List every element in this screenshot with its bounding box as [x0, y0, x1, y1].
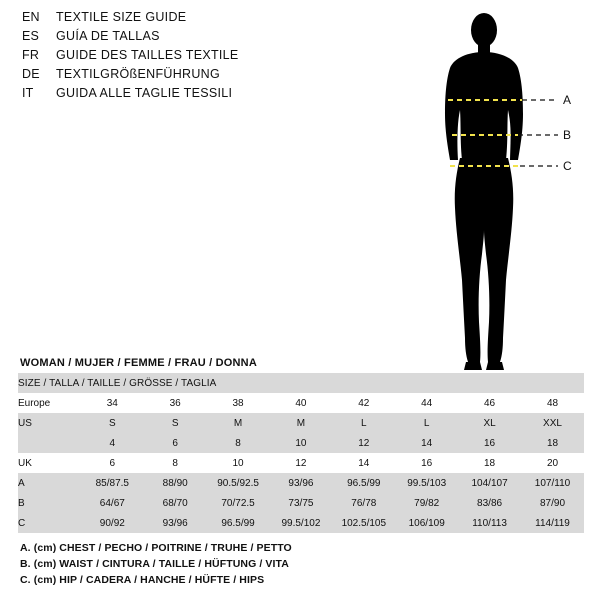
row-label: C	[18, 513, 81, 533]
size-table	[18, 373, 584, 533]
cell-value: 76/78	[332, 493, 395, 513]
cell-value: M	[207, 413, 270, 433]
table-row	[18, 493, 584, 513]
row-label: US	[18, 413, 81, 433]
title-text-es: GUÍA DE TALLAS	[56, 29, 160, 43]
table-row	[18, 513, 584, 533]
cell-value: 96.5/99	[207, 513, 270, 533]
title-row-fr	[22, 48, 322, 67]
title-row-de	[22, 67, 322, 86]
row-label: B	[18, 493, 81, 513]
cell-value: 8	[144, 453, 207, 473]
cell-value: 104/107	[458, 473, 521, 493]
cell-value: 12	[332, 433, 395, 453]
table-row	[18, 473, 584, 493]
cell-value: 10	[270, 433, 333, 453]
cell-value: 18	[521, 433, 584, 453]
cell-value: 90/92	[81, 513, 144, 533]
row-label: UK	[18, 453, 81, 473]
cell-value: 70/72.5	[207, 493, 270, 513]
row-label: A	[18, 473, 81, 493]
cell-value: 34	[81, 393, 144, 413]
guide-label-b: B	[563, 128, 572, 142]
cell-value: 42	[332, 393, 395, 413]
table-row	[18, 433, 584, 453]
cell-value: XL	[458, 413, 521, 433]
cell-value: L	[395, 413, 458, 433]
language-code-de: DE	[22, 67, 40, 81]
cell-value: 68/70	[144, 493, 207, 513]
row-label	[18, 433, 81, 453]
language-code-fr: FR	[22, 48, 40, 62]
cell-value: 36	[144, 393, 207, 413]
measurement-legend	[20, 540, 580, 588]
cell-value: 106/109	[395, 513, 458, 533]
cell-value: 93/96	[144, 513, 207, 533]
cell-value: L	[332, 413, 395, 433]
cell-value: 96.5/99	[332, 473, 395, 493]
title-text-fr: GUIDE DES TAILLES TEXTILE	[56, 48, 239, 62]
legend-row-hip: C. (cm) HIP / CADERA / HANCHE / HÜFTE / HIPS	[20, 574, 265, 586]
title-row-en	[22, 10, 322, 29]
female-silhouette-figure	[400, 8, 600, 378]
silhouette-icon	[400, 8, 600, 378]
cell-value: S	[144, 413, 207, 433]
title-row-es	[22, 29, 322, 48]
table-row	[18, 413, 584, 433]
cell-value: 16	[458, 433, 521, 453]
cell-value: 79/82	[395, 493, 458, 513]
language-code-it: IT	[22, 86, 34, 100]
cell-value: M	[270, 413, 333, 433]
cell-value: S	[81, 413, 144, 433]
title-text-it: GUIDA ALLE TAGLIE TESSILI	[56, 86, 233, 100]
cell-value: 44	[395, 393, 458, 413]
cell-value: 14	[395, 433, 458, 453]
cell-value: 6	[144, 433, 207, 453]
language-code-en: EN	[22, 10, 40, 24]
cell-value: 14	[332, 453, 395, 473]
guide-label-a: A	[563, 93, 572, 107]
cell-value: 99.5/103	[395, 473, 458, 493]
guide-label-c: C	[563, 159, 572, 173]
title-row-it	[22, 86, 322, 105]
cell-value: 87/90	[521, 493, 584, 513]
cell-value: 114/119	[521, 513, 584, 533]
cell-value: 102.5/105	[332, 513, 395, 533]
cell-value: 64/67	[81, 493, 144, 513]
cell-value: 12	[270, 453, 333, 473]
cell-value: 8	[207, 433, 270, 453]
title-text-de: TEXTILGRÖßENFÜHRUNG	[56, 67, 221, 81]
cell-value: 6	[81, 453, 144, 473]
language-code-es: ES	[22, 29, 40, 43]
cell-value: 99.5/102	[270, 513, 333, 533]
size-table-section	[18, 355, 584, 533]
cell-value: 16	[395, 453, 458, 473]
legend-row-waist: B. (cm) WAIST / CINTURA / TAILLE / HÜFTUNG / VITA	[20, 558, 289, 570]
cell-value: 48	[521, 393, 584, 413]
table-row	[18, 393, 584, 413]
cell-value: 38	[207, 393, 270, 413]
cell-value: 10	[207, 453, 270, 473]
title-text-en: TEXTILE SIZE GUIDE	[56, 10, 187, 24]
table-row	[18, 453, 584, 473]
table-caption: WOMAN / MUJER / FEMME / FRAU / DONNA	[20, 357, 257, 369]
table-header-label: SIZE / TALLA / TAILLE / GRÖSSE / TAGLIA	[18, 373, 584, 393]
cell-value: 46	[458, 393, 521, 413]
cell-value: 88/90	[144, 473, 207, 493]
cell-value: 4	[81, 433, 144, 453]
cell-value: 20	[521, 453, 584, 473]
cell-value: 73/75	[270, 493, 333, 513]
cell-value: 90.5/92.5	[207, 473, 270, 493]
cell-value: 85/87.5	[81, 473, 144, 493]
title-block	[22, 10, 322, 105]
cell-value: XXL	[521, 413, 584, 433]
cell-value: 18	[458, 453, 521, 473]
cell-value: 83/86	[458, 493, 521, 513]
legend-row-chest: A. (cm) CHEST / PECHO / POITRINE / TRUHE / PETTO	[20, 542, 292, 554]
cell-value: 40	[270, 393, 333, 413]
cell-value: 107/110	[521, 473, 584, 493]
table-header-row	[18, 373, 584, 393]
cell-value: 93/96	[270, 473, 333, 493]
cell-value: 110/113	[458, 513, 521, 533]
row-label: Europe	[18, 393, 81, 413]
